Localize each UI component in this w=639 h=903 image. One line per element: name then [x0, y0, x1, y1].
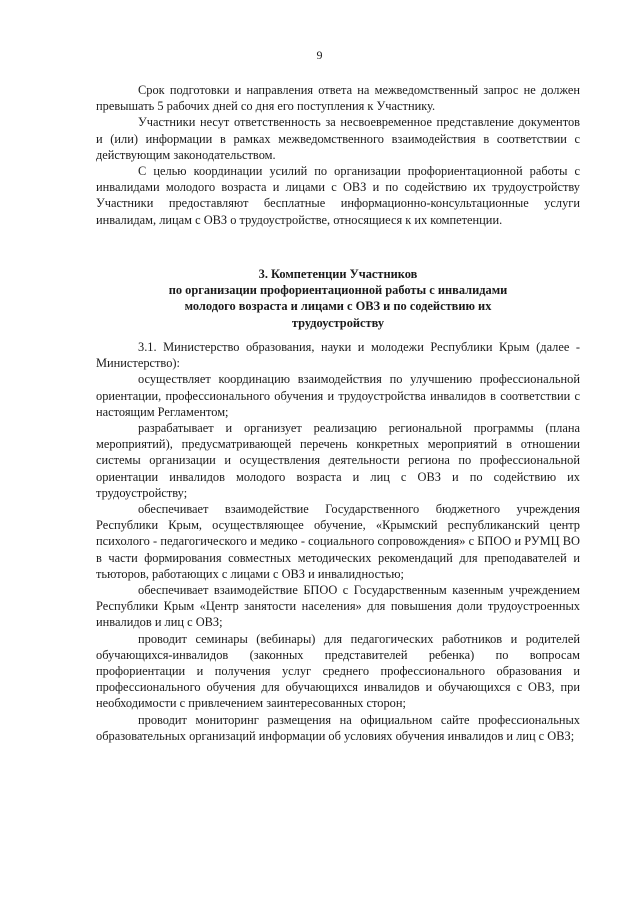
paragraph-response-deadline: Срок подготовки и направления ответа на межведомственный запрос не должен превышать 5 рабочих дней со дня его поступления к Участнику.: [96, 83, 580, 114]
paragraph-coordination: осуществляет координацию взаимодействия по улучшению профессиональной ориентации, профессионального обучения и трудоустройства инвалидов в соответствии с настоящим Регламентом;: [96, 372, 580, 419]
section-heading: [96, 266, 580, 331]
competences-section: [96, 339, 580, 744]
intro-section: [96, 82, 580, 228]
page-number: 9: [316, 48, 323, 62]
paragraph-crimean-center: обеспечивает взаимодействие Государственного бюджетного учреждения Республики Крым, осуществляющее обучение, «Крымский республиканский центр психолого - педагогического и медико - социального сопровождения» с БПОО и РУМЦ ВО в части формирования совместных методических рекомендаций для преподавателей и тьюторов, работающих с лицами с ОВЗ и инвалидностью;: [96, 502, 580, 581]
paragraph-ministry-intro: 3.1. Министерство образования, науки и молодежи Республики Крым (далее - Министерство):: [96, 340, 580, 371]
section-heading-line: молодого возраста и лицами с ОВЗ и по содействию их: [184, 299, 492, 314]
paragraph-regional-program: разрабатывает и организует реализацию региональной программы (плана мероприятий), предусматривающей перечень конкретных мероприятий в отношении системы организации и осуществления деятельности региона по профессиональной ориентации инвалидов молодого возраста и лиц с ОВЗ и по содействию их трудоустройству;: [96, 421, 580, 500]
paragraph-responsibility: Участники несут ответственность за несвоевременное представление документов и (или) информации в рамках межведомственного взаимодействия в соответствии с действующим законодательством.: [96, 115, 580, 162]
paragraph-employment-center: обеспечивает взаимодействие БПОО с Государственным казенным учреждением Республики Крым «Центр занятости населения» для повышения доли трудоустроенных инвалидов и лиц с ОВЗ;: [96, 583, 580, 630]
paragraph-monitoring: проводит мониторинг размещения на официальном сайте профессиональных образовательных организаций информации об условиях обучения инвалидов и лиц с ОВЗ;: [96, 712, 580, 743]
paragraph-consultation-services: С целью координации усилий по организации профориентационной работы с инвалидами молодого возраста и лицами с ОВЗ и по содействию их трудоустройству Участники предоставляют бесплатные информационно-консультационные услуги инвалидам, лицам с ОВЗ о трудоустройстве, относящиеся к их компетенции.: [96, 164, 580, 227]
section-heading-line: по организации профориентационной работы с инвалидами: [168, 283, 508, 298]
section-heading-line: 3. Компетенции Участников: [258, 267, 418, 281]
section-heading-line: трудоустройству: [291, 315, 385, 330]
paragraph-seminars: проводит семинары (вебинары) для педагогических работников и родителей обучающихся-инвалидов (законных представителей ребенка) по вопросам профориентации и получения услуг среднего профессионального образования и профессионального обучения для обучающихся инвалидов и обучающихся с ОВЗ, при необходимости с привлечением заинтересованных сторон;: [96, 631, 580, 711]
